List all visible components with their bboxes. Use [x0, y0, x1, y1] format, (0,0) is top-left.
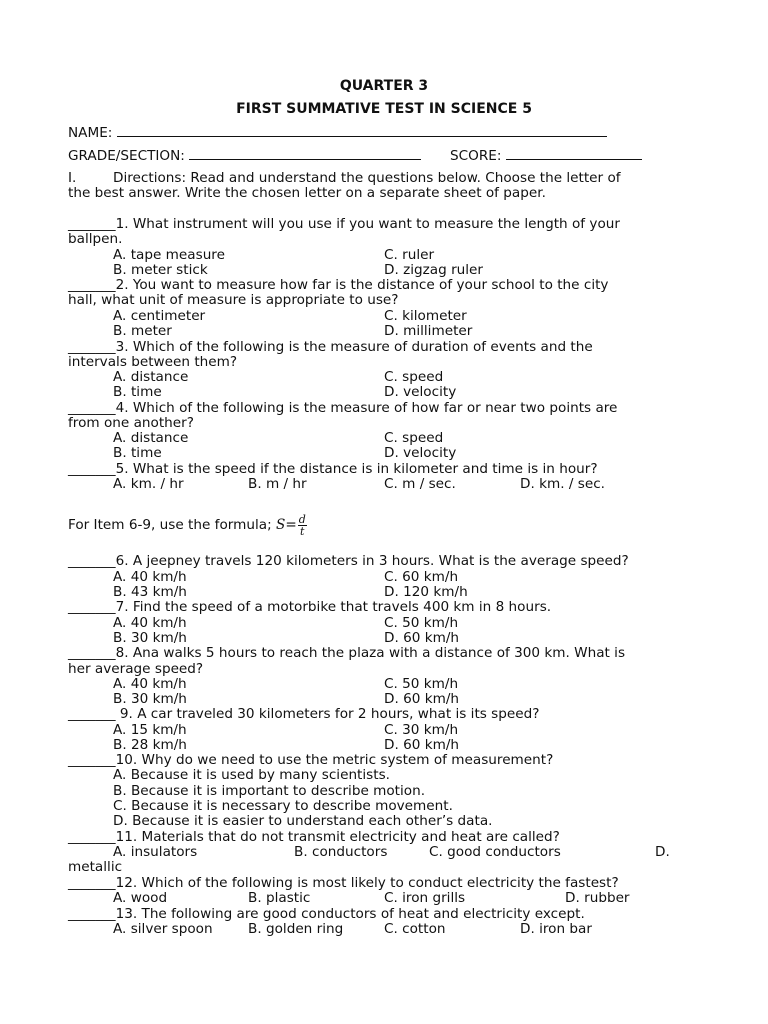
question-11-option-d: D. [655, 844, 670, 860]
question-1-option-d: D. zigzag ruler [384, 262, 483, 278]
section-numeral: I. [68, 170, 77, 186]
quarter-heading: QUARTER 3 [339, 78, 429, 94]
directions-line-2: the best answer. Write the chosen letter on a separate sheet of paper. [68, 185, 546, 201]
question-1-option-b: B. meter stick [113, 262, 208, 278]
question-4-option-a: A. distance [113, 430, 189, 446]
question-6-option-b: B. 43 km/h [113, 584, 187, 600]
question-4-option-d: D. velocity [384, 445, 457, 461]
question-7-option-a: A. 40 km/h [113, 615, 187, 631]
question-9-option-c: C. 30 km/h [384, 722, 459, 738]
question-12-option-d: D. rubber [565, 890, 630, 906]
question-4-option-b: B. time [113, 445, 162, 461]
question-2-text-cont: hall, what unit of measure is appropriate to use? [68, 292, 399, 308]
question-7-text: _______7. Find the speed of a motorbike that travels 400 km in 8 hours. [68, 599, 552, 615]
question-4-text: _______4. Which of the following is the measure of how far or near two points are [68, 400, 618, 416]
question-9-option-a: A. 15 km/h [113, 722, 187, 738]
score-field [450, 147, 642, 164]
question-6-text: _______6. A jeepney travels 120 kilometers in 3 hours. What is the average speed? [68, 553, 629, 569]
question-12-option-b: B. plastic [248, 890, 311, 906]
name-label: NAME: [68, 125, 113, 141]
question-9-option-d: D. 60 km/h [384, 737, 460, 753]
question-11-option-a: A. insulators [113, 844, 198, 860]
question-12-option-c: C. iron grills [384, 890, 466, 906]
grade-section-label: GRADE/SECTION: [68, 148, 185, 164]
question-5-option-d: D. km. / sec. [520, 476, 606, 492]
score-blank [506, 147, 642, 160]
question-2-option-c: C. kilometer [384, 308, 467, 324]
grade-section-blank [189, 147, 421, 160]
question-1-option-a: A. tape measure [113, 247, 225, 263]
question-9-option-b: B. 28 km/h [113, 737, 187, 753]
question-3-option-a: A. distance [113, 369, 189, 385]
directions-line-1: Directions: Read and understand the questions below. Choose the letter of [113, 170, 621, 186]
question-5-option-c: C. m / sec. [384, 476, 456, 492]
question-11-option-b: B. conductors [294, 844, 388, 860]
question-3-option-b: B. time [113, 384, 162, 400]
question-8-option-a: A. 40 km/h [113, 676, 187, 692]
question-13-option-a: A. silver spoon [113, 921, 213, 937]
grade-section-field [68, 147, 421, 164]
question-2-option-a: A. centimeter [113, 308, 206, 324]
question-7-option-d: D. 60 km/h [384, 630, 460, 646]
question-8-text-cont: her average speed? [68, 661, 204, 677]
question-10-option-c: C. Because it is necessary to describe movement. [113, 798, 453, 814]
question-11-option-d-text: metallic [68, 859, 123, 875]
question-10-text: _______10. Why do we need to use the metric system of measurement? [68, 752, 554, 768]
question-6-option-d: D. 120 km/h [384, 584, 468, 600]
question-1-text-cont: ballpen. [68, 231, 123, 247]
question-6-option-c: C. 60 km/h [384, 569, 459, 585]
question-2-option-d: D. millimeter [384, 323, 473, 339]
question-6-option-a: A. 40 km/h [113, 569, 187, 585]
formula-instruction-text: For Item 6-9, use the formula; [68, 517, 272, 533]
question-9-text: _______ 9. A car traveled 30 kilometers for 2 hours, what is its speed? [68, 706, 540, 722]
question-11-option-c: C. good conductors [429, 844, 561, 860]
question-1-option-c: C. ruler [384, 247, 435, 263]
question-10-option-a: A. Because it is used by many scientists. [113, 767, 390, 783]
question-11-text: _______11. Materials that do not transmit electricity and heat are called? [68, 829, 560, 845]
speed-formula [276, 512, 307, 538]
question-13-option-b: B. golden ring [248, 921, 344, 937]
question-8-text: _______8. Ana walks 5 hours to reach the plaza with a distance of 300 km. What is [68, 645, 626, 661]
question-7-option-c: C. 50 km/h [384, 615, 459, 631]
test-title: FIRST SUMMATIVE TEST IN SCIENCE 5 [236, 101, 532, 117]
question-10-option-d: D. Because it is easier to understand each other’s data. [113, 813, 493, 829]
question-8-option-b: B. 30 km/h [113, 691, 187, 707]
question-2-option-b: B. meter [113, 323, 172, 339]
question-8-option-c: C. 50 km/h [384, 676, 459, 692]
question-3-text-cont: intervals between them? [68, 354, 238, 370]
question-1-text: _______1. What instrument will you use if you want to measure the length of your [68, 216, 620, 232]
name-blank [117, 124, 607, 137]
question-4-option-c: C. speed [384, 430, 444, 446]
question-5-option-b: B. m / hr [248, 476, 307, 492]
name-field [68, 124, 607, 141]
question-2-text: _______2. You want to measure how far is the distance of your school to the city [68, 277, 609, 293]
question-12-text: _______12. Which of the following is most likely to conduct electricity the fastest? [68, 875, 619, 891]
question-13-option-c: C. cotton [384, 921, 446, 937]
question-8-option-d: D. 60 km/h [384, 691, 460, 707]
question-4-text-cont: from one another? [68, 415, 194, 431]
question-10-option-b: B. Because it is important to describe motion. [113, 783, 426, 799]
score-label: SCORE: [450, 148, 502, 164]
question-13-option-d: D. iron bar [520, 921, 592, 937]
question-13-text: _______13. The following are good conductors of heat and electricity except. [68, 906, 585, 922]
question-5-text: _______5. What is the speed if the distance is in kilometer and time is in hour? [68, 461, 598, 477]
question-12-option-a: A. wood [113, 890, 168, 906]
formula-numerator: d [298, 513, 306, 526]
formula-instruction [68, 512, 307, 538]
formula-denominator: t [300, 525, 305, 538]
formula-fraction [298, 514, 307, 537]
question-7-option-b: B. 30 km/h [113, 630, 187, 646]
question-3-option-d: D. velocity [384, 384, 457, 400]
question-5-option-a: A. km. / hr [113, 476, 184, 492]
formula-lhs: S= [276, 517, 297, 533]
question-3-text: _______3. Which of the following is the measure of duration of events and the [68, 339, 593, 355]
question-3-option-c: C. speed [384, 369, 444, 385]
